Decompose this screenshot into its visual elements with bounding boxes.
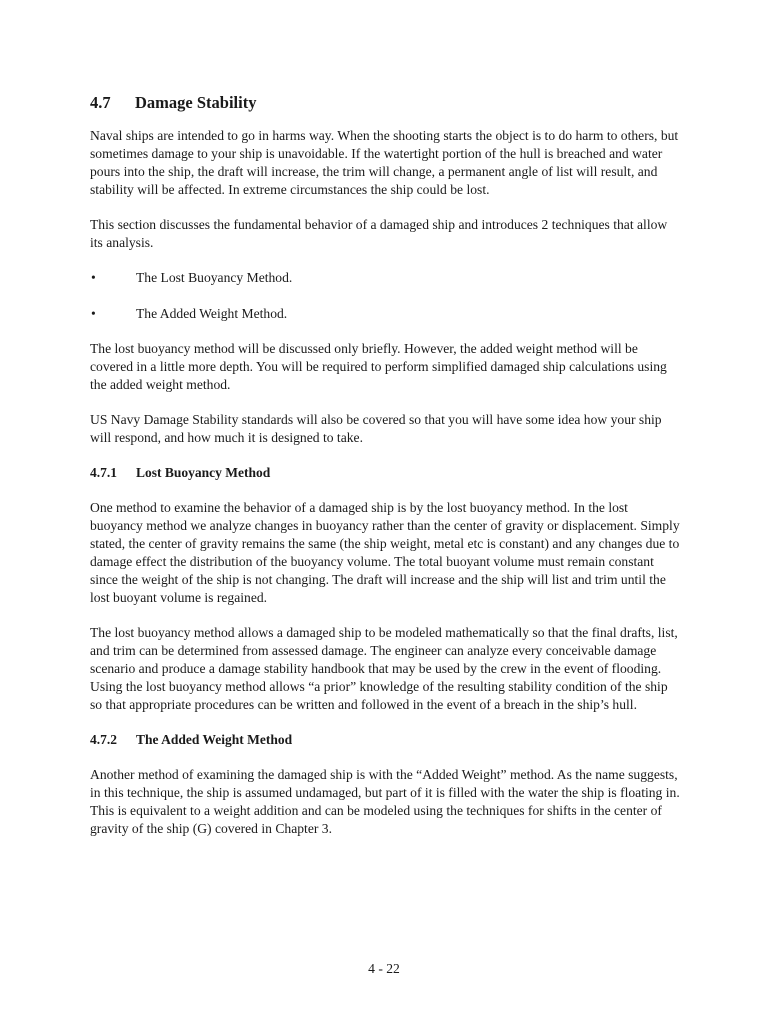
- document-page: [90, 92, 680, 855]
- subsection-number: 4.7.1: [90, 465, 117, 481]
- list-item: [90, 305, 680, 323]
- list-item: [90, 269, 680, 287]
- bullet-marker: •: [91, 270, 96, 286]
- method-list: [90, 269, 680, 322]
- paragraph: One method to examine the behavior of a damaged ship is by the lost buoyancy method. In the lost buoyancy method we analyze changes in buoyancy rather than the center of gravity or displacement. Simply stated, the center of gravity remains the same (the ship weight, metal etc is constant) and any changes due to damage effect the distribution of the buoyancy volume. The total buoyant volume must remain constant since the weight of the ship is not changing. The draft will increase and the ship will list and trim until the lost buoyant volume is regained.: [90, 500, 680, 605]
- subsection-number: 4.7.2: [90, 731, 117, 747]
- paragraph: Another method of examining the damaged ship is with the “Added Weight” method. As the name suggests, in this technique, the ship is assumed undamaged, but part of it is filled with the water the ship is floating in. This is equivalent to a weight addition and can be modeled using the techniques for shifts in the center of gravity of the ship (G) covered in Chapter 3.: [90, 766, 680, 836]
- page-number: 4 - 22: [368, 961, 400, 976]
- section-heading: [90, 92, 680, 114]
- subsection-heading-added-weight: [90, 731, 680, 749]
- paragraph: Naval ships are intended to go in harms way. When the shooting starts the object is to do harm to others, but sometimes damage to your ship is unavoidable. If the watertight portion of the hull is breached and water pours into the ship, the draft will increase, the trim will change, a permanent angle of list will result, and stability will be affected. In extreme circumstances the ship could be lost.: [90, 128, 679, 197]
- subsection-title: Lost Buoyancy Method: [136, 465, 271, 481]
- paragraph: US Navy Damage Stability standards will also be covered so that you will have some idea how your ship will respond, and how much it is designed to take.: [90, 411, 662, 445]
- subsection-heading-lost-buoyancy: [90, 464, 680, 482]
- section-number: 4.7: [90, 93, 111, 112]
- paragraph: The lost buoyancy method allows a damaged ship to be modeled mathematically so that the final drafts, list, and trim can be determined from assessed damage. The engineer can analyze every conceivable damage scenario and produce a damage stability handbook that may be used by the crew in the event of flooding. Using the lost buoyancy method allows “a prior” knowledge of the resulting stability condition of the ship so that appropriate procedures can be written and followed in the event of a breach in the ship’s hull.: [90, 624, 678, 712]
- subsection-title: The Added Weight Method: [136, 731, 293, 747]
- list-item-text: The Added Weight Method.: [136, 305, 288, 321]
- list-item-text: The Lost Buoyancy Method.: [136, 270, 293, 286]
- section-title: Damage Stability: [135, 93, 257, 112]
- bullet-marker: •: [91, 305, 96, 321]
- paragraph: This section discusses the fundamental behavior of a damaged ship and introduces 2 techniques that allow its analysis.: [90, 217, 668, 250]
- paragraph: The lost buoyancy method will be discussed only briefly. However, the added weight method will be covered in a little more depth. You will be required to perform simplified damaged ship calculations using the added weight method.: [90, 340, 667, 392]
